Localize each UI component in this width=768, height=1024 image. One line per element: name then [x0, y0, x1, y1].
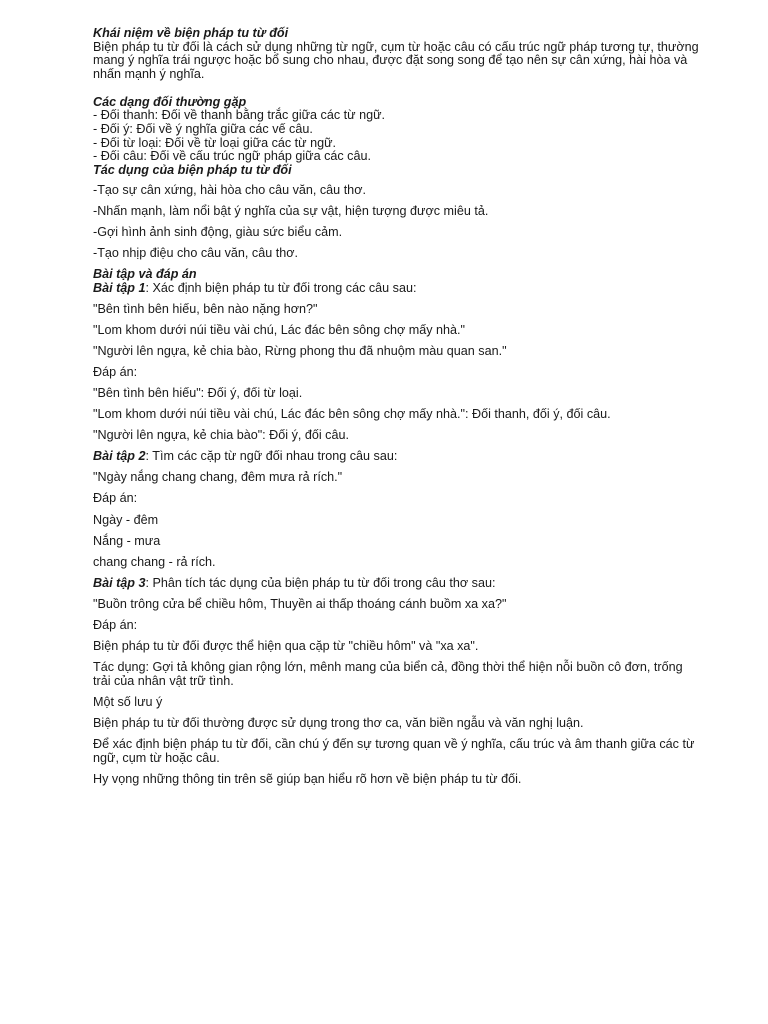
effects-heading: Tác dụng của biện pháp tu từ đối	[93, 163, 292, 178]
document-content	[93, 27, 703, 794]
exercise-2-prompt	[93, 450, 703, 464]
exercise-2-label: Bài tập 2	[93, 449, 146, 464]
exercises-heading: Bài tập và đáp án	[93, 266, 197, 281]
note-item: Để xác định biện pháp tu từ đối, cần chú ý đến sự tương quan về ý nghĩa, cấu trúc và âm thanh giữa các từ ngữ, cụm từ hoặc câu.	[93, 737, 695, 765]
type-item: - Đối ý: Đối về ý nghĩa giữa các vế câu.	[93, 122, 313, 137]
exercise-1-line: "Người lên ngựa, kẻ chia bào, Rừng phong thu đã nhuộm màu quan san."	[93, 343, 507, 358]
exercise-1-answer: "Bên tình bên hiếu": Đối ý, đối từ loại.	[93, 385, 303, 400]
exercise-1-answer-label: Đáp án:	[93, 364, 138, 379]
concept-paragraph: Biện pháp tu từ đối là cách sử dụng những từ ngữ, cụm từ hoặc câu có cấu trúc ngữ pháp tương tự, thường mang ý nghĩa trái ngược hoặc bổ sung cho nhau, được đặt song song để tạo nên sự cân xứng, hài hòa và nhấn mạnh ý nghĩa.	[93, 39, 699, 82]
exercise-1-line: "Bên tình bên hiếu, bên nào nặng hơn?"	[93, 301, 318, 316]
exercise-2-answer: Ngày - đêm	[93, 512, 159, 527]
exercise-3-prompt	[93, 577, 703, 591]
effect-item: -Nhấn mạnh, làm nổi bật ý nghĩa của sự vật, hiện tượng được miêu tả.	[93, 203, 489, 218]
concept-heading: Khái niệm về biện pháp tu từ đối	[93, 26, 289, 40]
exercise-1-label: Bài tập 1	[93, 280, 146, 295]
closing-line: Hy vọng những thông tin trên sẽ giúp bạn hiểu rõ hơn về biện pháp tu từ đối.	[93, 771, 522, 786]
exercise-1-answer: "Người lên ngựa, kẻ chia bào": Đối ý, đối câu.	[93, 428, 349, 443]
exercise-3-answer: Biện pháp tu từ đối được thể hiện qua cặp từ "chiều hôm" và "xa xa".	[93, 639, 479, 654]
exercise-3-label: Bài tập 3	[93, 575, 146, 590]
types-heading: Các dạng đối thường gặp	[93, 94, 247, 109]
type-item: - Đối câu: Đối về cấu trúc ngữ pháp giữa các câu.	[93, 149, 371, 164]
type-item: - Đối thanh: Đối về thanh bằng trắc giữa các từ ngữ.	[93, 108, 386, 123]
exercise-1-text: : Xác định biện pháp tu từ đối trong các câu sau:	[145, 280, 417, 295]
effect-item: -Tạo sự cân xứng, hài hòa cho câu văn, câu thơ.	[93, 182, 366, 197]
note-item: Biện pháp tu từ đối thường được sử dụng trong thơ ca, văn biền ngẫu và văn nghị luận.	[93, 716, 584, 731]
notes-heading: Một số lưu ý	[93, 695, 163, 709]
exercise-2-answer: chang chang - rả rích.	[93, 554, 216, 569]
type-item: - Đối từ loại: Đối về từ loại giữa các từ ngữ.	[93, 135, 337, 150]
exercise-3-answer: Tác dụng: Gợi tả không gian rộng lớn, mênh mang của biển cả, đồng thời thể hiện nỗi buồn cô đơn, trống trải của nhân vật trữ tình.	[93, 660, 683, 688]
exercise-1-answer: "Lom khom dưới núi tiều vài chú, Lác đác bên sông chợ mấy nhà.": Đối thanh, đối ý, đối câu.	[93, 407, 611, 422]
exercise-2-answer-label: Đáp án:	[93, 491, 138, 506]
exercise-2-answer: Nắng - mưa	[93, 533, 161, 548]
exercise-2-line: "Ngày nắng chang chang, đêm mưa rả rích."	[93, 470, 343, 485]
effect-item: -Tạo nhịp điệu cho câu văn, câu thơ.	[93, 246, 298, 261]
spacer	[93, 82, 703, 96]
exercise-3-answer-label: Đáp án:	[93, 618, 138, 633]
exercise-3-line: "Buồn trông cửa bể chiều hôm, Thuyền ai thấp thoáng cánh buồm xa xa?"	[93, 596, 507, 611]
exercise-1-prompt	[93, 282, 703, 296]
effect-item: -Gợi hình ảnh sinh động, giàu sức biểu cảm.	[93, 225, 343, 240]
exercise-3-text: : Phân tích tác dụng của biện pháp tu từ đối trong câu thơ sau:	[145, 575, 496, 590]
exercise-2-text: : Tìm các cặp từ ngữ đối nhau trong câu sau:	[145, 449, 398, 464]
exercise-1-line: "Lom khom dưới núi tiều vài chú, Lác đác bên sông chợ mấy nhà."	[93, 322, 466, 337]
